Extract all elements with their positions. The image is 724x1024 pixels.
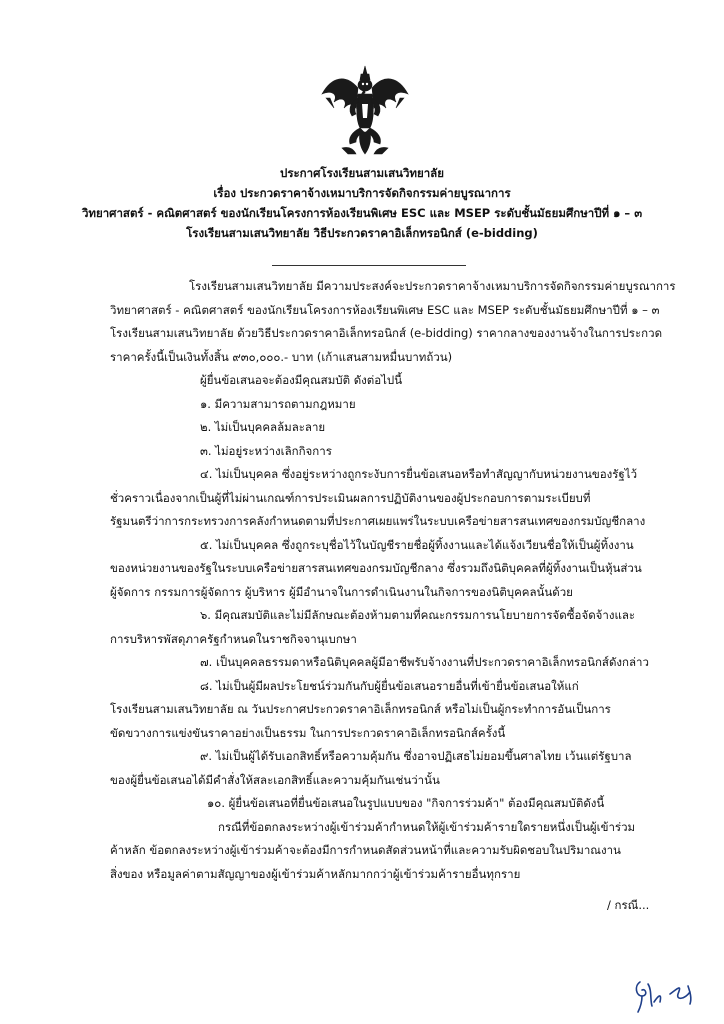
subject-line: เรื่อง ประกวดราคาจ้างเหมาบริการจัดกิจกรรมค่ายบูรณาการ — [213, 186, 511, 200]
body-line: โรงเรียนสามเสนวิทยาลัย มีความประสงค์จะประกวดราคาจ้างเหมาบริการจัดกิจกรรมค่ายบูรณาการ — [189, 279, 676, 293]
body-line: ของหน่วยงานของรัฐในระบบเครือข่ายสารสนเทศของกรมบัญชีกลาง ซึ่งรวมถึงนิติบุคคลที่ผู้ทิ้งงานเป็นหุ้นส่วน — [110, 561, 642, 575]
subject-line-3: โรงเรียนสามเสนวิทยาลัย วิธีประกวดราคาอิเล็กทรอนิกส์ (e-bidding) — [186, 226, 538, 240]
qualification-item: ๒. ไม่เป็นบุคคลล้มละลาย — [200, 420, 326, 434]
qualification-item: ๖. มีคุณสมบัติและไม่มีลักษณะต้องห้ามตามที่คณะกรรมการนโยบายการจัดซื้อจัดจ้างและ — [200, 608, 636, 622]
qualification-item: ๙. ไม่เป็นผู้ได้รับเอกสิทธิ์หรือความคุ้มกัน ซึ่งอาจปฏิเสธไม่ยอมขึ้นศาลไทย เว้นแต่รัฐบาล — [200, 749, 632, 763]
body-line: กรณีที่ข้อตกลงระหว่างผู้เข้าร่วมค้ากำหนดให้ผู้เข้าร่วมค้ารายใดรายหนึ่งเป็นผู้เข้าร่วม — [218, 820, 636, 834]
qualification-item: ๑. มีความสามารถตามกฎหมาย — [200, 397, 356, 411]
qualification-item: ๗. เป็นบุคคลธรรมดาหรือนิติบุคคลผู้มีอาชีพรับจ้างงานที่ประกวดราคาอิเล็กทรอนิกส์ดังกล่าว — [200, 655, 649, 669]
qualification-item: ๔. ไม่เป็นบุคคล ซึ่งอยู่ระหว่างถูกระงับการยื่นข้อเสนอหรือทำสัญญากับหน่วยงานของรัฐไว้ — [200, 467, 638, 481]
garuda-emblem-icon — [320, 64, 410, 156]
body-line: โรงเรียนสามเสนวิทยาลัย ณ วันประกาศประกวดราคาอิเล็กทรอนิกส์ หรือไม่เป็นผู้กระทำการอันเป็นการ — [110, 702, 611, 716]
body-line: ของผู้ยื่นข้อเสนอได้มีคำสั่งให้สละเอกสิทธิ์และความคุ้มกันเช่นว่านั้น — [110, 773, 440, 787]
body-line: การบริหารพัสดุภาครัฐกำหนดในราชกิจจานุเบกษา — [110, 632, 357, 646]
handwritten-initials-signature — [630, 972, 710, 1016]
qualification-item: ๕. ไม่เป็นบุคคล ซึ่งถูกระบุชื่อไว้ในบัญชีรายชื่อผู้ทิ้งงานและได้แจ้งเวียนชื่อให้เป็นผู้ทิ้งงาน — [200, 538, 634, 552]
qualification-item: ๓. ไม่อยู่ระหว่างเลิกกิจการ — [200, 444, 332, 458]
body-line: รัฐมนตรีว่าการกระทรวงการคลังกำหนดตามที่ประกาศเผยแพร่ในระบบเครือข่ายสารสนเทศของกรมบัญชีกลาง — [110, 514, 646, 528]
body-line: วิทยาศาสตร์ - คณิตศาสตร์ ของนักเรียนโครงการห้องเรียนพิเศษ ESC และ MSEP ระดับชั้นมัธยมศึกษาปีที่ ๑ – ๓ — [110, 303, 660, 317]
body-line: โรงเรียนสามเสนวิทยาลัย ด้วยวิธีประกวดราคาอิเล็กทรอนิกส์ (e-bidding) ราคากลางของงานจ้างในการประกวด — [110, 326, 663, 340]
body-line: ค้าหลัก ข้อตกลงระหว่างผู้เข้าร่วมค้าจะต้องมีการกำหนดสัดส่วนหน้าที่และความรับผิดชอบในปริมาณงาน — [110, 843, 621, 857]
body-line: ผู้จัดการ กรรมการผู้จัดการ ผู้บริหาร ผู้มีอำนาจในการดำเนินงานในกิจการของนิติบุคคลนั้นด้วย — [110, 585, 573, 599]
subject-line-2: วิทยาศาสตร์ - คณิตศาสตร์ ของนักเรียนโครงการห้องเรียนพิเศษ ESC และ MSEP ระดับชั้นมัธยมศึกษาปีที่ ๑ – ๓ — [81, 206, 643, 220]
body-line: สิ่งของ หรือมูลค่าตามสัญญาของผู้เข้าร่วมค้าหลักมากกว่าผู้เข้าร่วมค้ารายอื่นทุกราย — [110, 867, 521, 881]
body-line: ขัดขวางการแข่งขันราคาอย่างเป็นธรรม ในการประกวดราคาอิเล็กทรอนิกส์ครั้งนี้ — [110, 726, 506, 740]
announcement-heading: ประกาศโรงเรียนสามเสนวิทยาลัย — [280, 166, 444, 180]
body-line: ผู้ยื่นข้อเสนอจะต้องมีคุณสมบัติ ดังต่อไปนี้ — [200, 373, 403, 387]
continuation-marker: / กรณี... — [607, 898, 650, 912]
body-line: ชั่วคราวเนื่องจากเป็นผู้ที่ไม่ผ่านเกณฑ์การประเมินผลการปฏิบัติงานของผู้ประกอบการตามระเบียบที่ — [110, 491, 591, 505]
body-line: ราคาครั้งนี้เป็นเงินทั้งสิ้น ๙๓๐,๐๐๐.- บาท (เก้าแสนสามหมื่นบาทถ้วน) — [110, 350, 453, 364]
qualification-item: ๘. ไม่เป็นผู้มีผลประโยชน์ร่วมกันกับผู้ยื่นข้อเสนอรายอื่นที่เข้ายื่นข้อเสนอให้แก่ — [200, 679, 579, 693]
title-divider — [272, 265, 466, 266]
qualification-item: ๑๐. ผู้ยื่นข้อเสนอที่ยื่นข้อเสนอในรูปแบบของ "กิจการร่วมค้า" ต้องมีคุณสมบัติดังนี้ — [207, 796, 605, 810]
